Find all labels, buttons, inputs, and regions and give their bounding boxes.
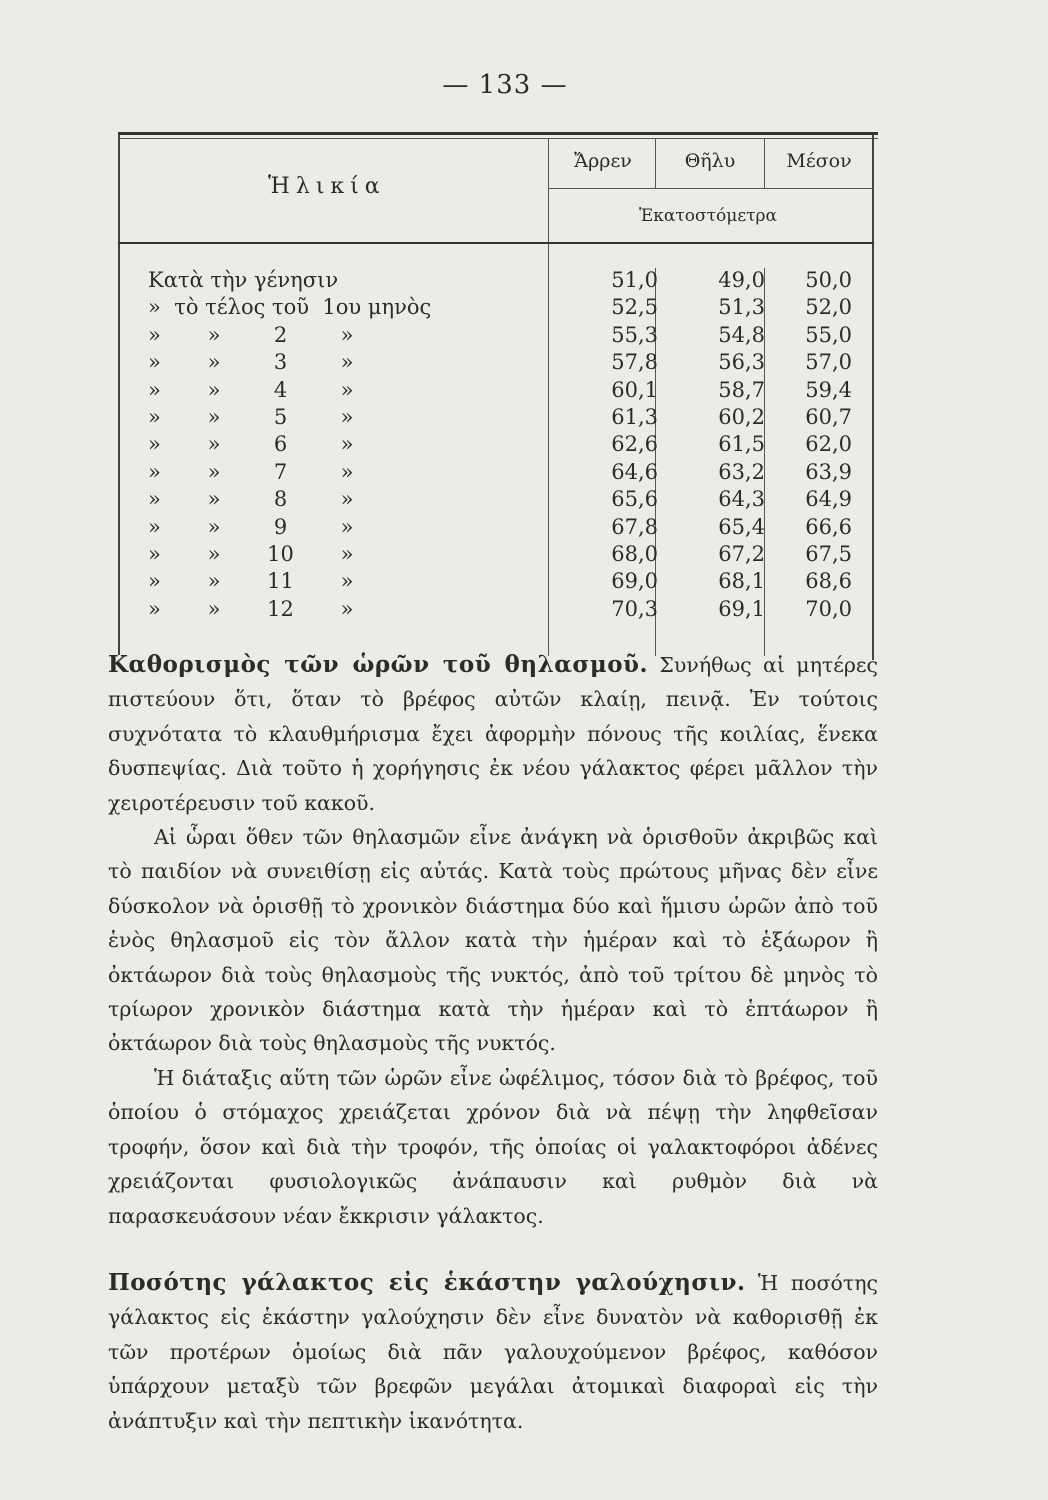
table-row [118,350,874,377]
table-row [118,487,874,514]
table-row [118,295,874,322]
table-row [118,323,874,350]
table-body [118,268,874,624]
row-label: » » 10 » [148,541,354,566]
table-row [118,432,874,459]
header-sub-rule [548,188,874,189]
row-label: » » 11 » [148,569,354,594]
row-label: » » 12 » [148,596,354,621]
paragraph [108,1266,878,1438]
value-mean: 66,6 [805,514,852,539]
value-male: 55,3 [611,322,658,347]
table-row [118,378,874,405]
value-female: 63,2 [718,459,765,484]
section-heading: Καθορισμὸς τῶν ὡρῶν τοῦ θηλασμοῦ. [108,651,649,678]
age-header: Ἡλικία [268,174,386,199]
value-male: 64,6 [611,459,658,484]
value-female: 49,0 [718,268,765,292]
value-mean: 57,0 [805,350,852,375]
value-mean: 64,9 [805,487,852,512]
value-male: 67,8 [611,514,658,539]
unit-header: Ἑκατοστόμετρα [638,206,778,226]
value-female: 68,1 [718,569,765,594]
row-label: » τὸ τέλος τοῦ 1ου μηνὸς [148,295,432,320]
row-label: Κατὰ τὴν γένησιν [148,268,339,292]
value-male: 70,3 [611,596,658,621]
section-milk-quantity [108,1266,878,1438]
value-female: 61,5 [718,432,765,457]
value-female: 54,8 [718,322,765,347]
paragraph [108,648,878,820]
value-mean: 67,5 [805,541,852,566]
row-label: » » 4 » [148,377,354,402]
table-row [118,542,874,569]
table-row [118,569,874,596]
value-mean: 68,6 [805,569,852,594]
table-row [118,515,874,542]
table-row [118,405,874,432]
paragraph: Αἱ ὧραι ὅθεν τῶν θηλασμῶν εἶνε ἀνάγκη νὰ ὁρισθοῦν ἀκριβῶς καὶ τὸ παιδίον νὰ συνειθίσῃ εἰς αὐτάς. Κατὰ τοὺς πρώτους μῆνας δὲν εἶνε δύσκολον νὰ ὁρισθῇ τὸ χρονικὸν διάστημα δύο καὶ ἥμισυ ὡρῶν ἀπὸ τοῦ ἑνὸς θηλασμοῦ εἰς τὸν ἄλλον κατὰ τὴν ἡμέραν καὶ τὸ ἑξάωρον ἢ ὀκτάωρον διὰ τοὺς θηλασμοὺς τῆς νυκτός, ἀπὸ τοῦ τρίτου δὲ μηνὸς τὸ τρίωρον χρονικὸν διάστημα κατὰ τὴν ἡμέραν καὶ τὸ ἑπτάωρον ἢ ὀκτάωρον διὰ τοὺς θηλασμοὺς τῆς νυκτός. [108,825,878,1056]
value-male: 69,0 [611,569,658,594]
column-header-male: Ἄρρεν [574,150,632,172]
value-mean: 60,7 [805,404,852,429]
page-number: — 133 — [442,70,568,100]
value-mean: 52,0 [805,295,852,320]
row-label: » » 5 » [148,404,354,429]
value-female: 64,3 [718,487,765,512]
paragraph-text: Ἡ ποσότης γάλακτος εἰς ἑκάστην γαλούχησιν δὲν εἶνε δυνατὸν νὰ καθορισθῇ ἐκ τῶν προτέρων ὁμοίως διὰ πᾶν γαλουχούμενον βρέφος, καθόσον ὑπάρχουν μεταξὺ τῶν βρεφῶν μεγάλαι ἀτομικαὶ διαφοραὶ εἰς τὴν ἀνάπτυξιν καὶ τὴν πεπτικὴν ἱκανότητα. [108,1271,878,1433]
value-mean: 55,0 [805,322,852,347]
value-male: 60,1 [611,377,658,402]
table-row [118,597,874,624]
column-header-mean: Μέσον [786,150,852,172]
value-female: 69,1 [718,596,765,621]
row-label: » » 3 » [148,350,354,375]
value-female: 56,3 [718,350,765,375]
paragraph-text: Συνήθως αἱ μητέρες πιστεύουν ὅτι, ὅταν τὸ βρέφος αὐτῶν κλαίῃ, πεινᾷ. Ἐν τούτοις συχνότατα τὸ κλαυθμήρισμα ἔχει ἀφορμὴν πόνους τῆς κοιλίας, ἕνεκα δυσπεψίας. Διὰ τοῦτο ἡ χορήγησις ἐκ νέου γάλακτος φέρει μᾶλλον τὴν χειροτέρευσιν τοῦ κακοῦ. [108,653,878,815]
row-label: » » 7 » [148,459,354,484]
value-male: 62,6 [611,432,658,457]
value-female: 60,2 [718,404,765,429]
row-label: » » 8 » [148,487,354,512]
header-bottom-rule [118,242,874,244]
value-female: 65,4 [718,514,765,539]
growth-table [118,132,874,660]
row-label: » » 6 » [148,432,354,457]
value-female: 58,7 [718,377,765,402]
value-mean: 59,4 [805,377,852,402]
paragraph: Ἡ διάταξις αὕτη τῶν ὡρῶν εἶνε ὠφέλιμος, τόσον διὰ τὸ βρέφος, τοῦ ὁποίου ὁ στόμαχος χρειάζεται χρόνον διὰ νὰ πέψῃ τὴν ληφθεῖσαν τροφήν, ὅσον καὶ διὰ τὴν τροφόν, τῆς ὁποίας οἱ γαλακτοφόροι ἀδένες χρειάζονται φυσιολογικῶς ἀνάπαυσιν καὶ ρυθμὸν διὰ νὰ παρασκευάσουν νέαν ἔκκρισιν γάλακτος. [108,1065,878,1228]
value-male: 65,6 [611,487,658,512]
value-female: 51,3 [718,295,765,320]
value-mean: 63,9 [805,459,852,484]
value-female: 67,2 [718,541,765,566]
value-male: 51,0 [611,268,658,292]
value-male: 57,8 [611,350,658,375]
value-mean: 50,0 [805,268,852,292]
section-feeding-hours [108,648,878,1233]
section-heading: Ποσότης γάλακτος εἰς ἑκάστην γαλούχησιν. [108,1269,746,1296]
value-male: 61,3 [611,404,658,429]
table-row [118,460,874,487]
value-mean: 62,0 [805,432,852,457]
row-label: » » 9 » [148,514,354,539]
table-row [118,268,874,295]
row-label: » » 2 » [148,322,354,347]
value-male: 52,5 [611,295,658,320]
value-mean: 70,0 [805,596,852,621]
table-top-rule [118,132,878,135]
value-male: 68,0 [611,541,658,566]
column-header-female: Θῆλυ [684,150,736,172]
